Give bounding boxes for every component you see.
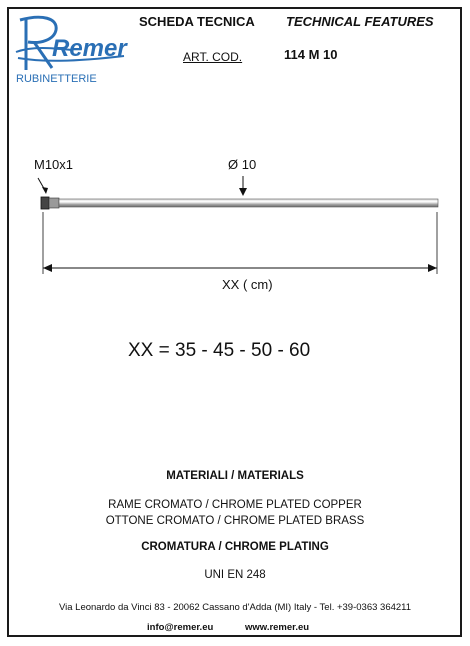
technical-features-title: TECHNICAL FEATURES [286,14,434,29]
standard-label: UNI EN 248 [204,569,266,581]
length-formula: XX = 35 - 45 - 50 - 60 [128,340,311,361]
materials-title: MATERIALI / MATERIALS [166,470,304,482]
scheda-tecnica-title: SCHEDA TECNICA [139,14,255,29]
logo-wordmark: Remer [52,35,127,62]
material-line-copper: RAME CROMATO / CHROME PLATED COPPER [108,499,362,511]
thread-pointer-arrowhead [42,187,48,194]
art-cod-label: ART. COD. [183,50,243,64]
logo-subtext: RUBINETTERIE [16,73,97,85]
chrome-pipe [59,199,438,207]
contact-email[interactable]: info@remer.eu [147,622,214,633]
art-cod-value: 114 M 10 [284,47,338,62]
company-address: Via Leonardo da Vinci 83 - 20062 Cassano d'Adda (MI) Italy - Tel. +39-0363 364211 [58,602,412,613]
fitting-collar [49,198,59,208]
thread-label: M10x1 [34,157,74,172]
chrome-plating-title: CROMATURA / CHROME PLATING [141,541,329,553]
dimension-arrow-right [428,264,437,272]
diameter-label: Ø 10 [228,157,257,172]
length-label: XX ( cm) [222,277,273,292]
contact-website[interactable]: www.remer.eu [245,622,310,633]
diameter-pointer-arrowhead [239,188,247,196]
material-line-brass: OTTONE CROMATO / CHROME PLATED BRASS [105,515,365,527]
threaded-fitting [41,197,49,209]
dimension-arrow-left [43,264,52,272]
